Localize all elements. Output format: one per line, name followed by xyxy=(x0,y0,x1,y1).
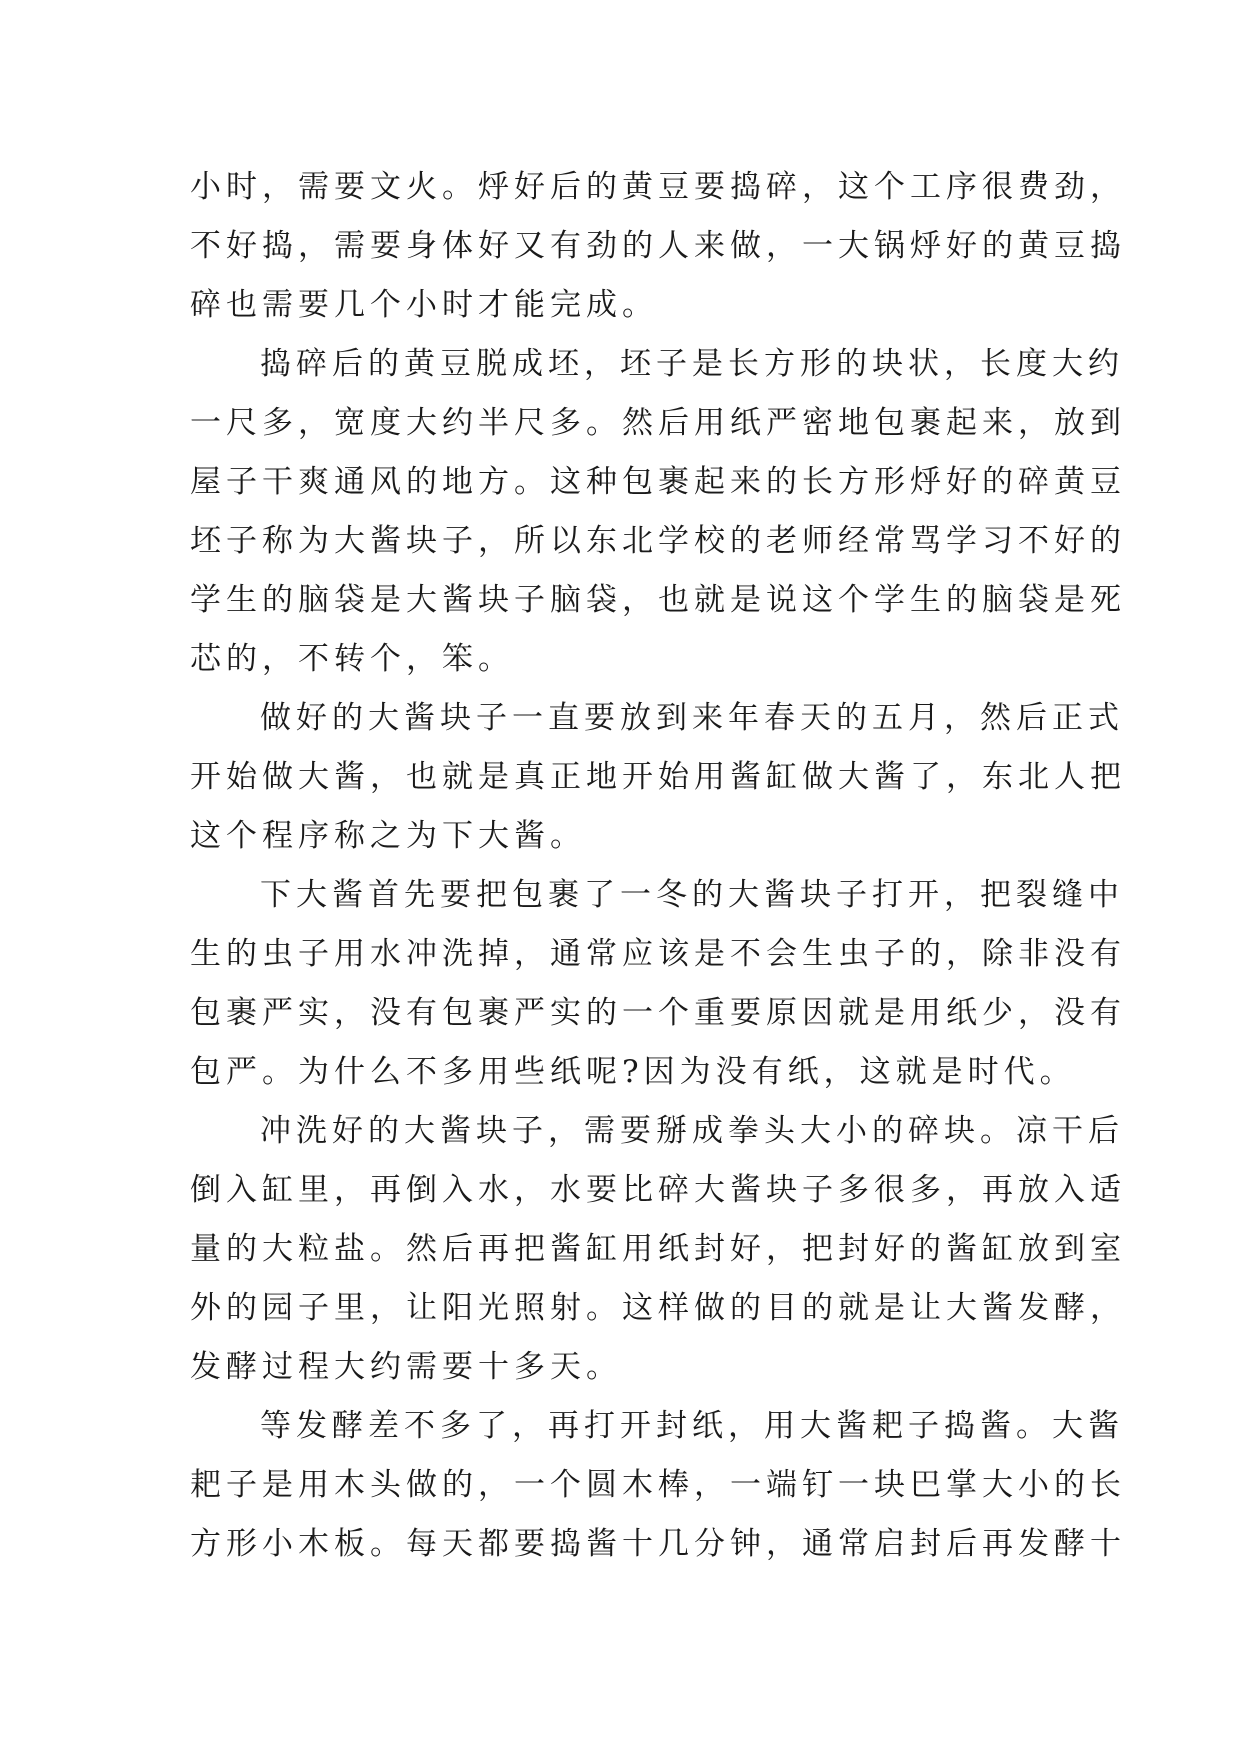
text-line: 不好捣，需要身体好又有劲的人来做，一大锅烀好的黄豆捣 xyxy=(190,228,1126,264)
text-line: 生的虫子用水冲洗掉，通常应该是不会生虫子的，除非没有 xyxy=(190,936,1126,972)
paragraph xyxy=(190,689,1126,866)
text-line: 坯子称为大酱块子，所以东北学校的老师经常骂学习不好的 xyxy=(190,523,1126,559)
paragraph xyxy=(190,1397,1126,1574)
text-line: 屋子干爽通风的地方。这种包裹起来的长方形烀好的碎黄豆 xyxy=(190,464,1126,500)
text-line: 捣碎后的黄豆脱成坯，坯子是长方形的块状，长度大约 xyxy=(260,346,1124,382)
text-line: 芯的，不转个，笨。 xyxy=(190,641,514,677)
text-line: 等发酵差不多了，再打开封纸，用大酱耙子捣酱。大酱 xyxy=(260,1408,1124,1444)
text-line: 倒入缸里，再倒入水，水要比碎大酱块子多很多，再放入适 xyxy=(190,1172,1126,1208)
text-line: 冲洗好的大酱块子，需要掰成拳头大小的碎块。凉干后 xyxy=(260,1113,1124,1149)
text-line: 包裹严实，没有包裹严实的一个重要原因就是用纸少，没有 xyxy=(190,995,1126,1031)
text-line: 小时，需要文火。烀好后的黄豆要捣碎，这个工序很费劲， xyxy=(190,169,1126,205)
text-line: 耙子是用木头做的，一个圆木棒，一端钉一块巴掌大小的长 xyxy=(190,1467,1126,1503)
text-line: 开始做大酱，也就是真正地开始用酱缸做大酱了，东北人把 xyxy=(190,759,1126,795)
paragraph xyxy=(190,158,1126,335)
text-line: 做好的大酱块子一直要放到来年春天的五月，然后正式 xyxy=(260,700,1124,736)
text-line: 学生的脑袋是大酱块子脑袋，也就是说这个学生的脑袋是死 xyxy=(190,582,1126,618)
paragraph xyxy=(190,866,1126,1102)
body-text xyxy=(190,158,1126,1574)
text-line: 量的大粒盐。然后再把酱缸用纸封好，把封好的酱缸放到室 xyxy=(190,1231,1126,1267)
text-line: 包严。为什么不多用些纸呢?因为没有纸，这就是时代。 xyxy=(190,1054,1076,1090)
text-line: 外的园子里，让阳光照射。这样做的目的就是让大酱发酵， xyxy=(190,1290,1126,1326)
paragraph xyxy=(190,335,1126,689)
text-line: 方形小木板。每天都要捣酱十几分钟，通常启封后再发酵十 xyxy=(190,1526,1126,1562)
text-line: 碎也需要几个小时才能完成。 xyxy=(190,287,658,323)
paragraph xyxy=(190,1102,1126,1397)
text-line: 这个程序称之为下大酱。 xyxy=(190,818,586,854)
text-line: 发酵过程大约需要十多天。 xyxy=(190,1349,622,1385)
text-line: 一尺多，宽度大约半尺多。然后用纸严密地包裹起来，放到 xyxy=(190,405,1126,441)
text-line: 下大酱首先要把包裹了一冬的大酱块子打开，把裂缝中 xyxy=(260,877,1124,913)
